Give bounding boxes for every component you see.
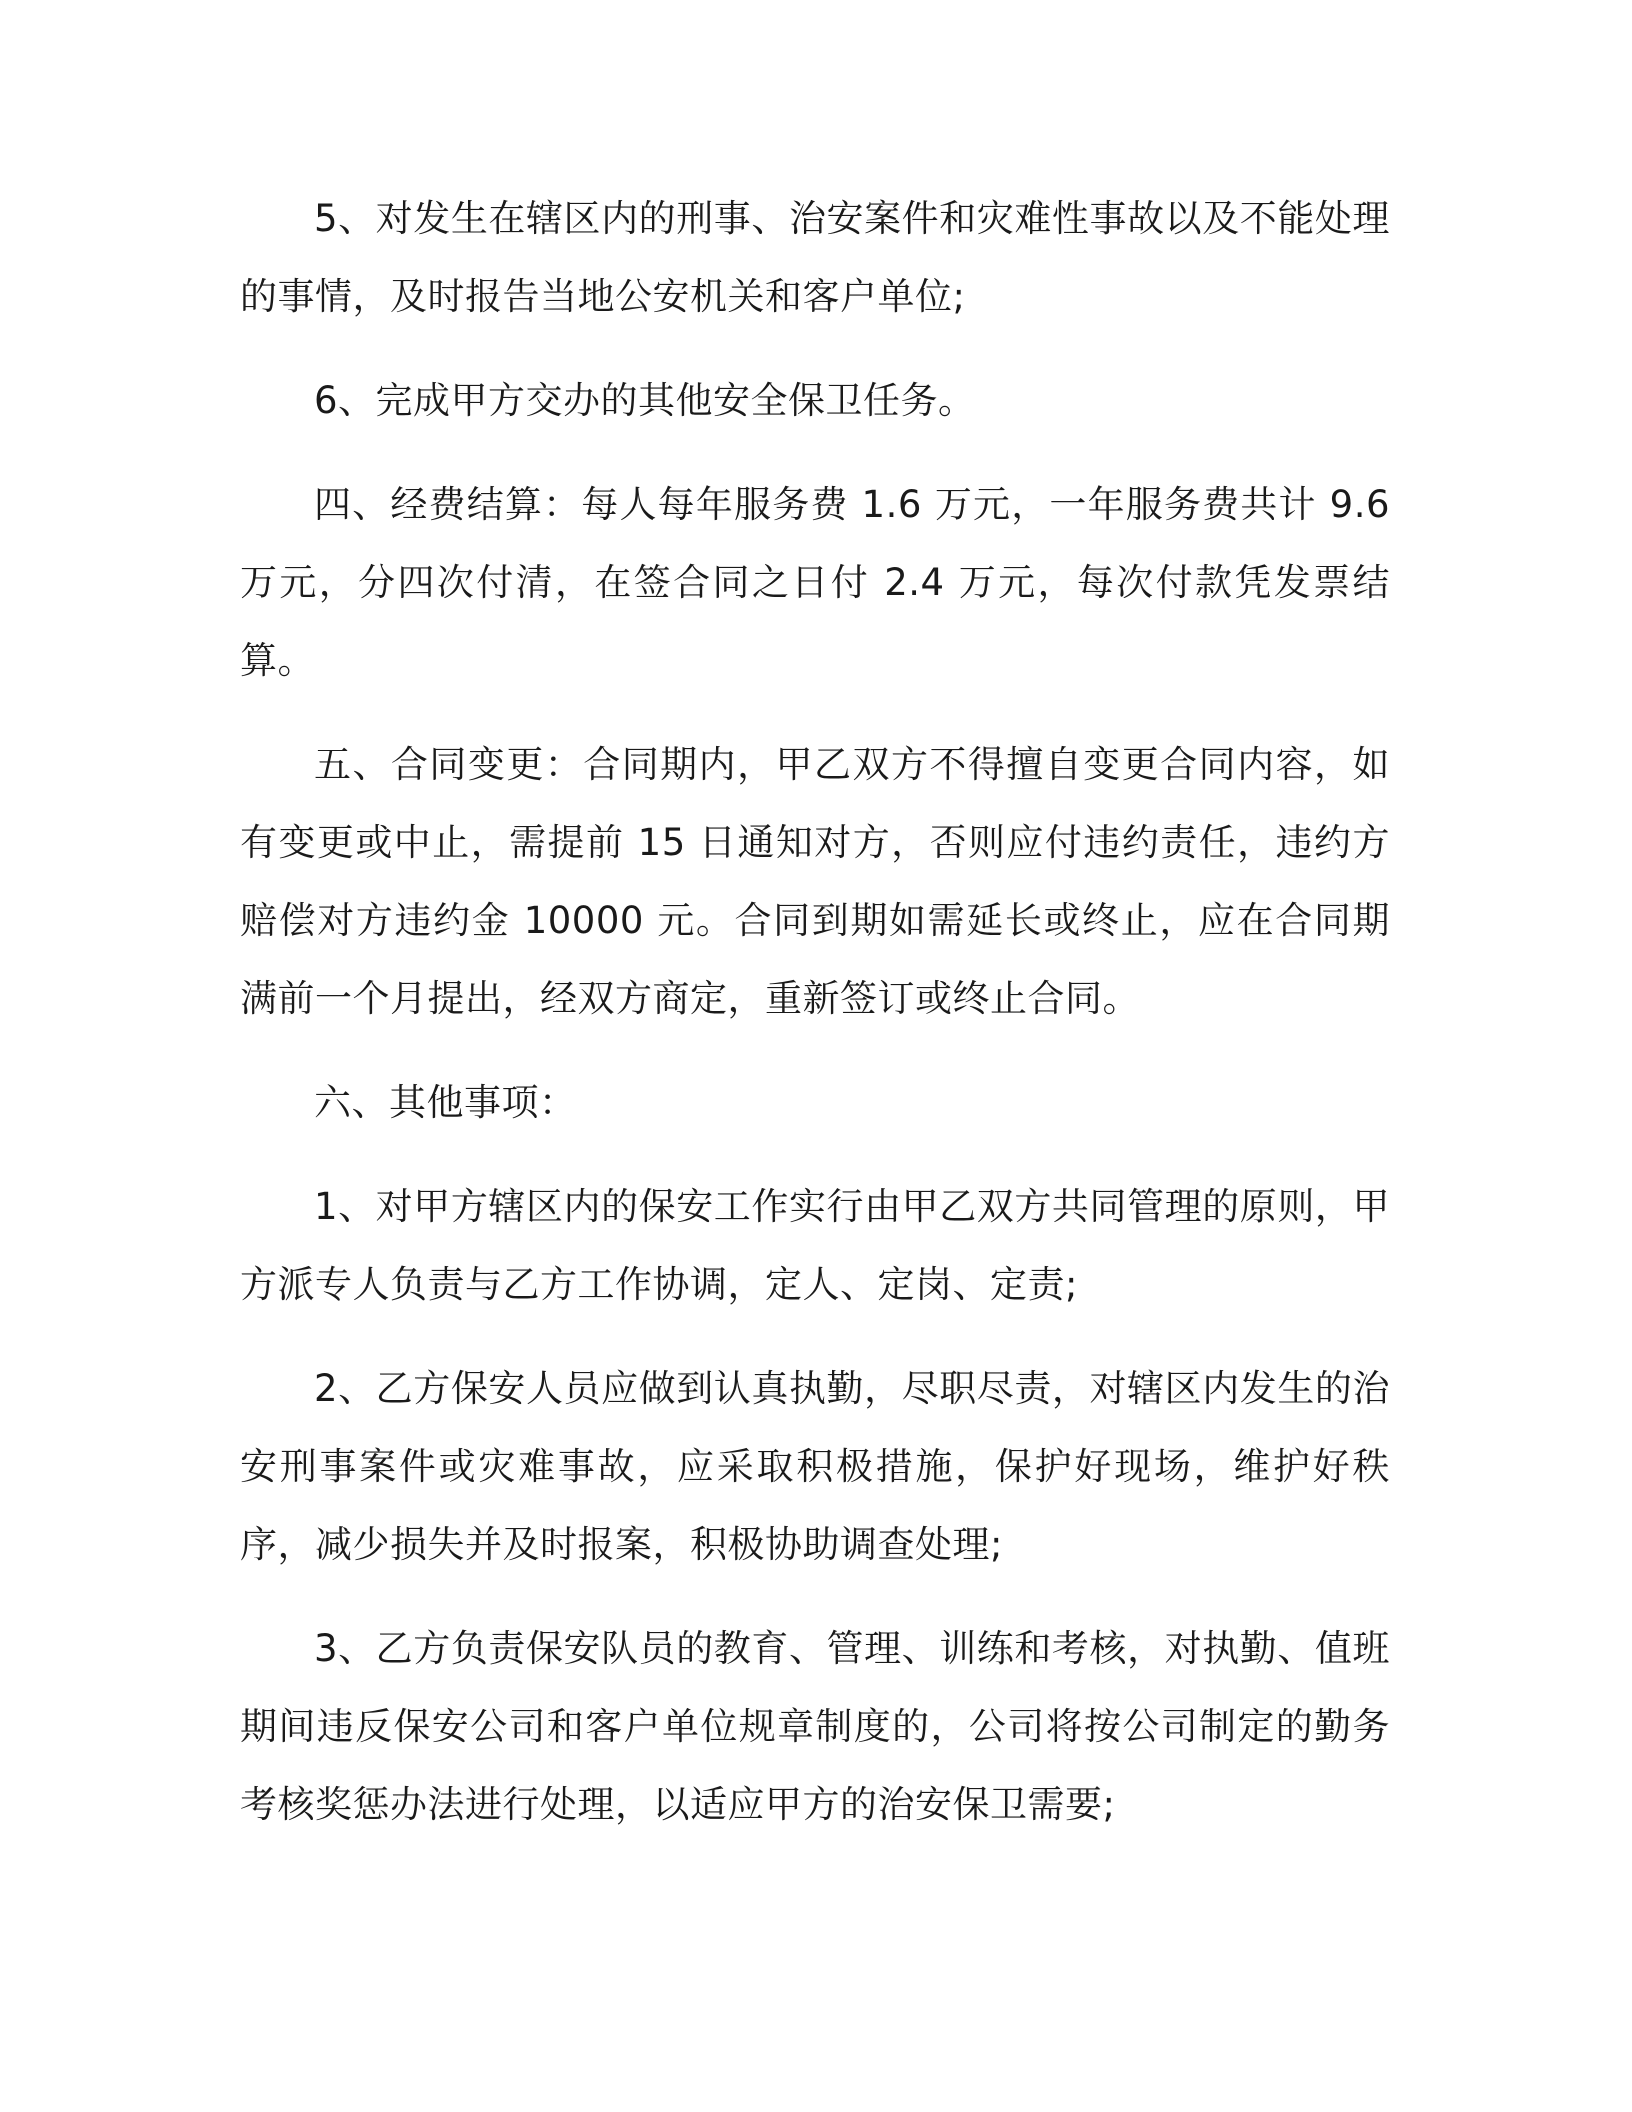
paragraph-section-6-heading: 六、其他事项：	[314, 1081, 577, 1124]
paragraph-section-5-contract-change: 五、合同变更：合同期内，甲乙双方不得擅自变更合同内容，如有变更或中止，需提前 15 日通知对方，否则应付违约责任，违约方赔偿对方违约金 10000 元。合同到期如需延长或终止，应在合同期满前一个月提出，经双方商定，重新签订或终止合同。	[240, 743, 1390, 1020]
paragraph-item-2-duty: 2、乙方保安人员应做到认真执勤，尽职尽责，对辖区内发生的治安刑事案件或灾难事故，应采取积极措施，保护好现场，维护好秩序，减少损失并及时报案，积极协助调查处理;	[240, 1367, 1390, 1566]
paragraph-item-1-joint-management: 1、对甲方辖区内的保安工作实行由甲乙双方共同管理的原则，甲方派专人负责与乙方工作协调，定人、定岗、定责;	[240, 1185, 1390, 1306]
paragraph-item-6-other-tasks: 6、完成甲方交办的其他安全保卫任务。	[314, 379, 976, 422]
document-body	[240, 180, 1390, 1870]
paragraph-section-4-fees: 四、经费结算：每人每年服务费 1.6 万元，一年服务费共计 9.6 万元，分四次付清，在签合同之日付 2.4 万元，每次付款凭发票结算。	[240, 483, 1390, 682]
paragraph-item-3-training: 3、乙方负责保安队员的教育、管理、训练和考核，对执勤、值班期间违反保安公司和客户单位规章制度的，公司将按公司制定的勤务考核奖惩办法进行处理，以适应甲方的治安保卫需要;	[240, 1627, 1390, 1826]
paragraph-item-5-report: 5、对发生在辖区内的刑事、治安案件和灾难性事故以及不能处理的事情，及时报告当地公安机关和客户单位;	[240, 197, 1390, 318]
